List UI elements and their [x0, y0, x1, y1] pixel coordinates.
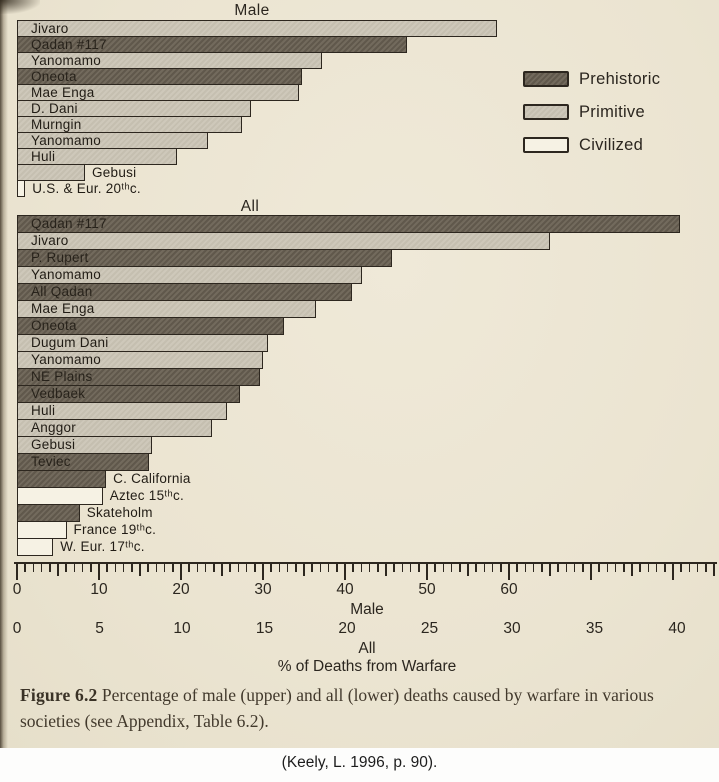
bar-label: All Qadan [31, 284, 93, 299]
axis-tick [180, 564, 182, 580]
bar-label: Gebusi [92, 165, 137, 180]
axis-tick [508, 564, 510, 580]
bar-label: Yanomamo [31, 352, 102, 367]
bar-label: Murngin [31, 117, 82, 132]
bar [17, 232, 550, 250]
axis-tick-label: 20 [172, 581, 190, 598]
axis-tick [426, 564, 428, 580]
source-citation: (Keely, L. 1996, p. 90). [281, 754, 438, 771]
axis-tick [574, 564, 576, 572]
axis-tick [557, 564, 559, 572]
bar-label: W. Eur. 17ᵗʰc. [60, 539, 145, 554]
axis-tick [156, 564, 158, 572]
axis-tick [188, 564, 190, 572]
axis-tick [689, 564, 691, 572]
axis-tick [106, 564, 108, 572]
bar-label: Yanomamo [31, 53, 102, 68]
axis-tick [697, 564, 699, 572]
bar-label: Oneota [31, 69, 77, 84]
axis-tick [549, 564, 551, 576]
axis-tick [320, 564, 322, 572]
male-chart-title: Male [234, 2, 270, 19]
axis-tick [434, 564, 436, 572]
axis-tick [582, 564, 584, 572]
axis-tick [16, 564, 18, 580]
legend-label: Primitive [579, 103, 645, 121]
axis-tick [197, 564, 199, 572]
axis-tick [262, 564, 264, 580]
axis-tick-label: 20 [338, 620, 356, 637]
all-axis-label: All [358, 640, 376, 657]
bar-label: Teviec [31, 454, 71, 469]
axis-tick [205, 564, 207, 572]
axis-tick [393, 564, 395, 572]
axis-tick [475, 564, 477, 572]
bar-label: D. Dani [31, 101, 78, 116]
axis-tick [377, 564, 379, 572]
bar-label: C. California [113, 471, 191, 486]
axis-tick [418, 564, 420, 572]
bar-label: France 19ᵗʰc. [73, 522, 157, 537]
axis-tick [648, 564, 650, 572]
axis-tick [410, 564, 412, 572]
bar-label: U.S. & Eur. 20ᵗʰc. [32, 181, 141, 196]
axis-tick [246, 564, 248, 572]
axis-tick [229, 564, 231, 572]
axis-tick [656, 564, 658, 572]
axis-tick [500, 564, 502, 572]
bar [17, 470, 106, 488]
axis-tick [516, 564, 518, 572]
axis-tick [566, 564, 568, 572]
axis-tick [590, 564, 592, 580]
axis-tick [459, 564, 461, 572]
axis-tick [680, 564, 682, 572]
axis-tick [311, 564, 313, 572]
axis-tick [98, 564, 100, 580]
axis-tick [254, 564, 256, 572]
bar [17, 20, 497, 37]
bar-label: Qadan #117 [31, 37, 107, 52]
axis-tick [639, 564, 641, 572]
bar-label: Mae Enga [31, 301, 95, 316]
axis-tick [65, 564, 67, 572]
bar-label: Huli [31, 149, 56, 164]
bar-label: Oneota [31, 318, 77, 333]
axis-tick [213, 564, 215, 572]
axis-tick [615, 564, 617, 572]
legend-label: Prehistoric [579, 70, 661, 88]
axis-tick-label: 0 [12, 581, 22, 598]
page-edge-shadow [0, 0, 8, 748]
bar-label: Jivaro [31, 21, 69, 36]
figure-caption-text: Percentage of male (upper) and all (lower) deaths caused by warfare in various societies (see Appendix, Table 6.2). [20, 685, 654, 731]
axis-tick-label: 40 [336, 581, 354, 598]
bar-label: Yanomamo [31, 267, 102, 282]
axis-tick [41, 564, 43, 572]
axis-tick [279, 564, 281, 572]
axis-tick [139, 564, 141, 576]
primitive-swatch [523, 104, 569, 120]
bar [17, 487, 103, 505]
bar-label: Vedbaek [31, 386, 86, 401]
axis-tick [598, 564, 600, 572]
bar-label: Mae Enga [31, 85, 95, 100]
axis-tick [287, 564, 289, 572]
scan-corner-smudge [0, 0, 40, 14]
axis-tick [328, 564, 330, 572]
axis-tick [164, 564, 166, 572]
civilized-swatch [523, 137, 569, 153]
axis-tick [352, 564, 354, 572]
axis-tick [402, 564, 404, 572]
axis-tick-label: 35 [585, 620, 604, 637]
bar-label: Dugum Dani [31, 335, 109, 350]
axis-tick-label: 10 [90, 581, 108, 598]
bar-label: Aztec 15ᵗʰc. [109, 488, 184, 503]
axis-tick [295, 564, 297, 572]
axis-tick-label: 0 [12, 620, 22, 637]
axis-tick-label: 30 [503, 620, 521, 637]
axis-tick [24, 564, 26, 572]
bar-label: Qadan #117 [31, 216, 107, 231]
figure-number: Figure 6.2 [20, 685, 98, 705]
axis-tick [82, 564, 84, 572]
axis-tick [525, 564, 527, 572]
axis-tick-label: 5 [95, 620, 104, 637]
bar [17, 180, 25, 197]
axis-tick [344, 564, 346, 580]
axis-tick [541, 564, 543, 572]
bar [17, 538, 53, 556]
axis-tick [631, 564, 633, 576]
axis-tick [74, 564, 76, 572]
all-chart-title: All [240, 198, 260, 215]
bar-label: Gebusi [31, 437, 76, 452]
axis-tick [303, 564, 305, 576]
axis-tick [467, 564, 469, 576]
axis-tick [713, 564, 715, 576]
axis-tick [172, 564, 174, 572]
axis-tick-label: 15 [255, 620, 274, 637]
axis-tick [270, 564, 272, 572]
figure-caption [20, 682, 702, 734]
axis-tick [705, 564, 707, 572]
axis-tick [336, 564, 338, 572]
bar-label: P. Rupert [31, 250, 89, 265]
bar-label: Jivaro [31, 233, 69, 248]
axis-tick-label: 10 [173, 620, 191, 637]
axis-tick [131, 564, 133, 572]
axis-tick [607, 564, 609, 572]
axis-tick-label: 40 [668, 620, 686, 637]
axis-tick [147, 564, 149, 572]
axis-tick [238, 564, 240, 572]
axis-tick [623, 564, 625, 572]
axis-tick-label: 30 [254, 581, 272, 598]
axis-tick-label: 60 [500, 581, 518, 598]
bar-label: Skateholm [86, 505, 153, 520]
axis-tick [672, 564, 674, 580]
axis-tick [115, 564, 117, 572]
axis-tick [90, 564, 92, 572]
axis-tick [443, 564, 445, 572]
bar-label: Yanomamo [31, 133, 102, 148]
bar-label: Anggor [31, 420, 77, 435]
axis-tick [385, 564, 387, 576]
axis-tick-label: 50 [418, 581, 436, 598]
axis-tick [664, 564, 666, 572]
axis-tick [57, 564, 59, 576]
axis-tick [123, 564, 125, 572]
bar [17, 521, 67, 539]
bar-label: Huli [31, 403, 56, 418]
bar [17, 504, 80, 522]
shared-axis-ruler [14, 562, 717, 564]
axis-tick [33, 564, 35, 572]
prehistoric-swatch [523, 71, 569, 87]
axis-tick [221, 564, 223, 576]
bar-label: NE Plains [31, 369, 93, 384]
axis-tick [484, 564, 486, 572]
male-axis-label: Male [350, 601, 384, 618]
axis-tick [492, 564, 494, 572]
axis-tick [533, 564, 535, 572]
legend-label: Civilized [579, 136, 644, 154]
axis-tick [361, 564, 363, 572]
bar [17, 215, 680, 233]
axis-tick [49, 564, 51, 572]
axis-tick [451, 564, 453, 572]
shared-axis-label: % of Deaths from Warfare [277, 658, 457, 675]
axis-tick [369, 564, 371, 572]
axis-tick-label: 25 [420, 620, 439, 637]
bar [17, 164, 85, 181]
